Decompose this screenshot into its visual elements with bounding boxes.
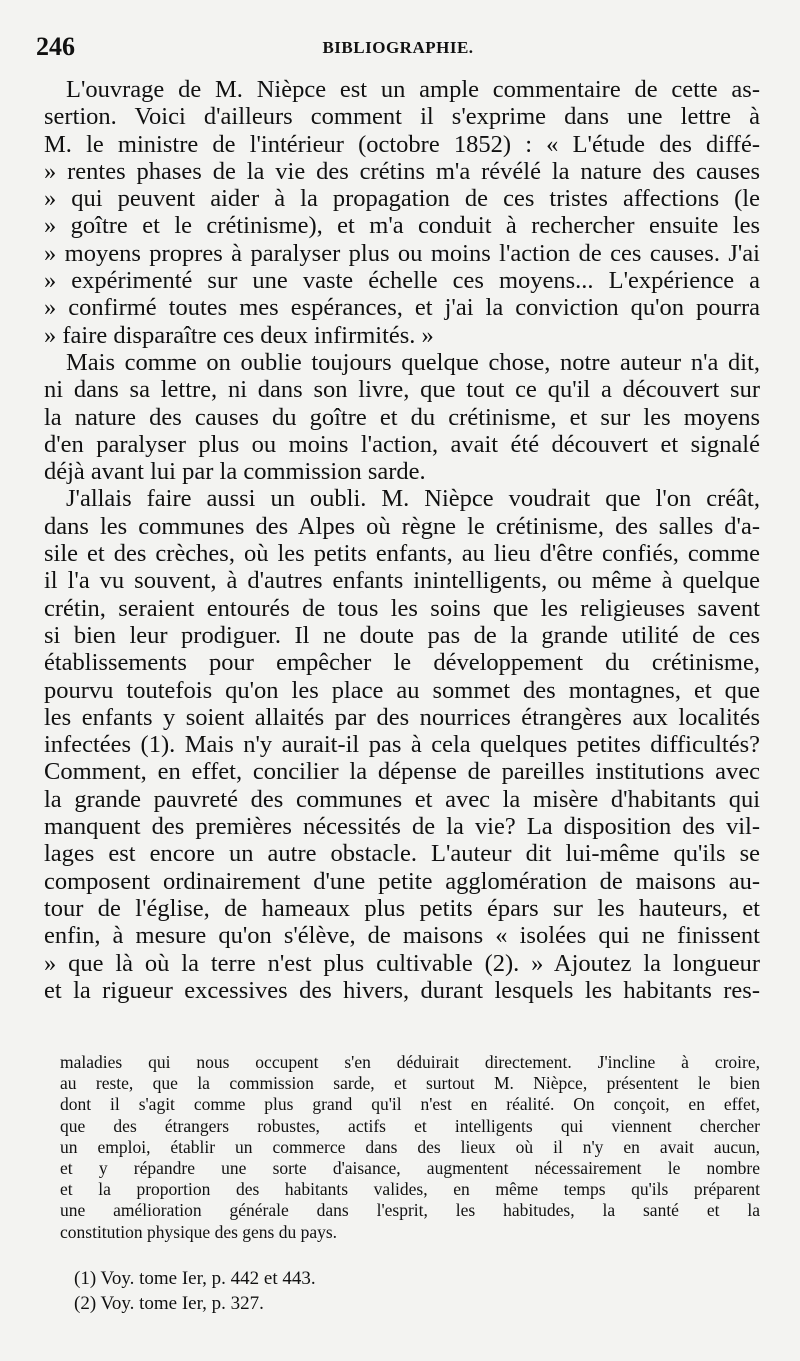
body-line: » que là où la terre n'est plus cultivable (2). » Ajoutez la longueur: [44, 949, 760, 977]
body-line: » rentes phases de la vie des crétins m'a révélé la nature des causes: [44, 157, 760, 185]
footnote-line: maladies qui nous occupent s'en déduirait directement. J'incline à croire,: [60, 1052, 760, 1072]
body-line: infectées (1). Mais n'y aurait-il pas à cela quelques petites difficultés?: [44, 731, 760, 759]
body-line: composent ordinairement d'une petite agglomération de maisons au-: [44, 867, 760, 895]
body-line: la nature des causes du goître et du crétinisme, et sur les moyens: [44, 403, 760, 431]
footnote-line: constitution physique des gens du pays.: [60, 1221, 338, 1242]
body-line: pourvu toutefois qu'on les place au sommet des montagnes, et que: [44, 676, 760, 704]
body-line: d'en paralyser plus ou moins l'action, avait été découvert et signalé: [44, 430, 760, 458]
running-head: BIBLIOGRAPHIE.: [322, 38, 474, 57]
body-line: » faire disparaître ces deux infirmités. »: [44, 321, 434, 349]
footnote-reference: (1) Voy. tome Ier, p. 442 et 443.: [74, 1268, 316, 1289]
body-line: Comment, en effet, concilier la dépense de pareilles institutions avec: [44, 758, 760, 786]
body-line: la grande pauvreté des communes et avec la misère d'habitants qui: [44, 785, 760, 813]
page-number: 246: [36, 32, 75, 61]
body-line: » moyens propres à paralyser plus ou moins l'action de ces causes. J'ai: [44, 239, 760, 267]
body-line: et la rigueur excessives des hivers, durant lesquels les habitants res-: [44, 976, 760, 1004]
body-line: il l'a vu souvent, à d'autres enfants inintelligents, ou même à quelque: [44, 567, 760, 595]
page-header: [36, 30, 760, 64]
footnote-reference: (2) Voy. tome Ier, p. 327.: [74, 1293, 264, 1314]
body-line: J'allais faire aussi un oubli. M. Nièpce voudrait que l'on créât,: [66, 485, 760, 513]
body-line: » goître et le crétinisme), et m'a conduit à rechercher ensuite les: [44, 212, 760, 240]
body-line: les enfants y soient allaités par des nourrices étrangères aux localités: [44, 703, 760, 731]
body-line: lages est encore un autre obstacle. L'auteur dit lui-même qu'ils se: [44, 840, 760, 868]
footnote-line: que des étrangers robustes, actifs et intelligents qui viennent chercher: [60, 1115, 760, 1136]
body-line: tour de l'église, de hameaux plus petits épars sur les hauteurs, et: [44, 894, 760, 922]
body-line: dans les communes des Alpes où règne le crétinisme, des salles d'a-: [44, 512, 760, 540]
body-line: si bien leur prodiguer. Il ne doute pas de la grande utilité de ces: [44, 621, 760, 649]
footnote-line: et la proportion des habitants valides, en même temps qu'ils préparent: [60, 1179, 760, 1200]
body-line: manquent des premières nécessités de la vie? La disposition des vil-: [44, 813, 760, 841]
body-line: » confirmé toutes mes espérances, et j'ai la conviction qu'on pourra: [44, 294, 760, 322]
body-line: M. le ministre de l'intérieur (octobre 1852) : « L'étude des diffé-: [44, 130, 760, 158]
footnote-line: un emploi, établir un commerce dans des lieux où il n'y en avait aucun,: [60, 1136, 760, 1157]
body-line: Mais comme on oublie toujours quelque chose, notre auteur n'a dit,: [66, 348, 760, 376]
footnote-line: et y répandre une sorte d'aisance, augmentent nécessairement le nombre: [60, 1157, 760, 1178]
body-line: sile et des crèches, où les petits enfants, au lieu d'être confiés, comme: [44, 540, 760, 568]
body-line: L'ouvrage de M. Nièpce est un ample commentaire de cette as-: [66, 76, 760, 103]
footnote-line: dont il s'agit comme plus grand qu'il n'est en réalité. On conçoit, en effet,: [60, 1094, 760, 1115]
footnote-continuation: [60, 1052, 760, 1243]
body-line: déjà avant lui par la commission sarde.: [44, 458, 426, 486]
body-line: établissements pour empêcher le développement du crétinisme,: [44, 649, 760, 677]
body-line: crétin, seraient entourés de tous les soins que les religieuses savent: [44, 594, 760, 622]
body-line: » expérimenté sur une vaste échelle ces moyens... L'expérience a: [44, 267, 760, 295]
body-line: » qui peuvent aider à la propagation de ces tristes affections (le: [44, 185, 760, 213]
footnote-line: une amélioration générale dans l'esprit, les habitudes, la santé et la: [60, 1200, 760, 1221]
body-text: [44, 76, 760, 1004]
footnote-references: [74, 1266, 316, 1316]
body-line: ni dans sa lettre, ni dans son livre, que tout ce qu'il a découvert sur: [44, 376, 760, 404]
body-line: enfin, à mesure qu'on s'élève, de maisons « isolées qui ne finissent: [44, 922, 760, 950]
footnote-line: au reste, que la commission sarde, et surtout M. Nièpce, présentent le bien: [60, 1073, 760, 1094]
body-line: sertion. Voici d'ailleurs comment il s'exprime dans une lettre à: [44, 103, 760, 131]
